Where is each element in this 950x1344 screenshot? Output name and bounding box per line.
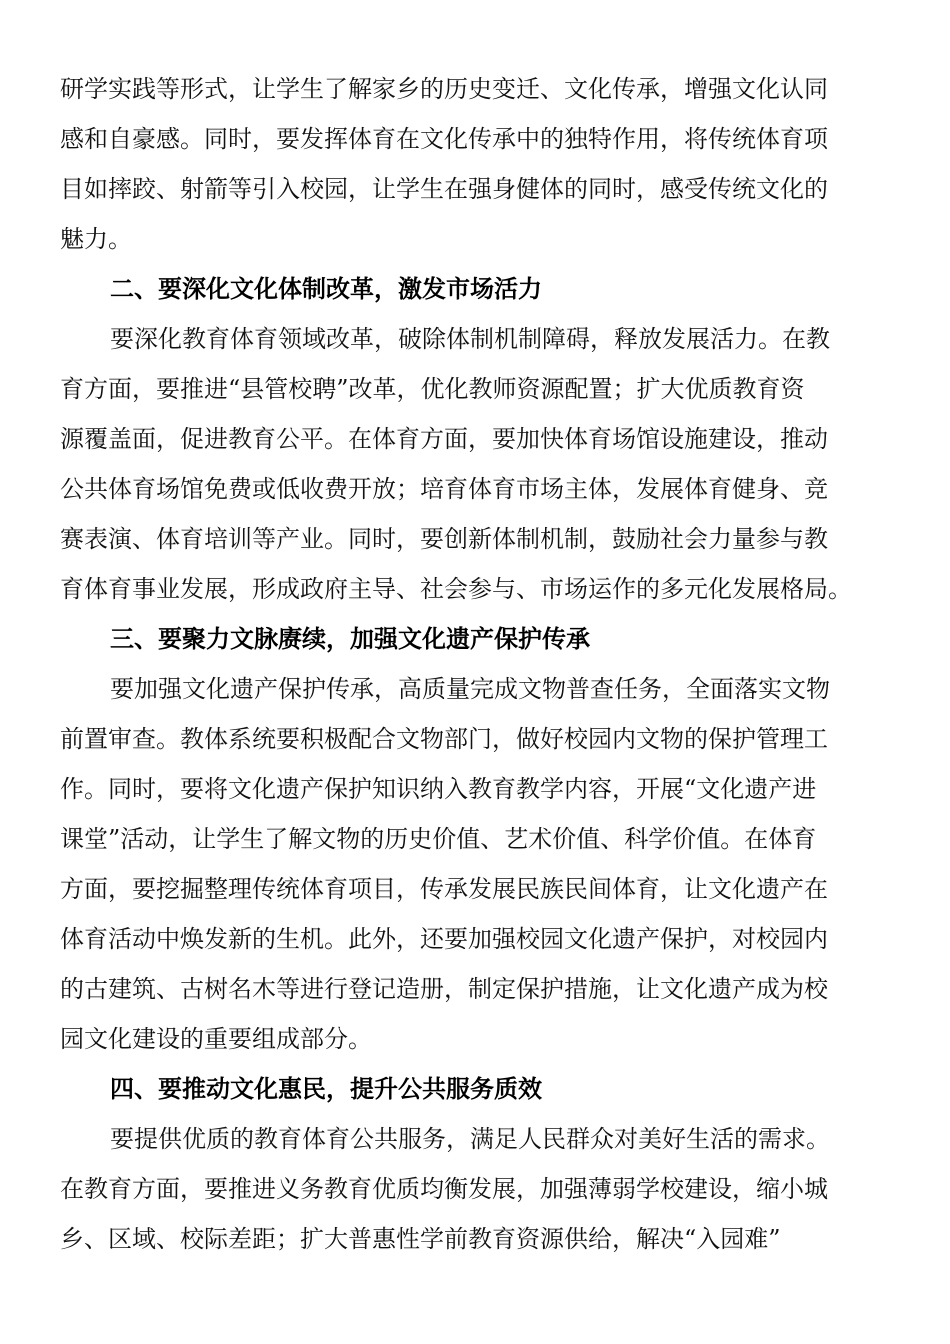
paragraph-line: 目如摔跤、射箭等引入校园，让学生在强身健体的同时，感受传统文化的 [60, 175, 828, 203]
paragraph-line: 源覆盖面，促进教育公平。在体育方面，要加快体育场馆设施建设，推动 [60, 425, 828, 453]
paragraph-line: 感和自豪感。同时，要发挥体育在文化传承中的独特作用，将传统体育项 [60, 125, 828, 153]
paragraph-line: 体育活动中焕发新的生机。此外，还要加强校园文化遗产保护，对校园内 [60, 925, 828, 953]
section-heading-3: 三、要聚力文脉赓续，加强文化遗产保护传承 [110, 625, 590, 653]
section-heading-2: 二、要深化文化体制改革，激发市场活力 [110, 275, 542, 303]
paragraph-line: 前置审查。教体系统要积极配合文物部门，做好校园内文物的保护管理工 [60, 725, 828, 753]
paragraph-line: 在教育方面，要推进义务教育优质均衡发展，加强薄弱学校建设，缩小城 [60, 1175, 828, 1203]
paragraph-line: 研学实践等形式，让学生了解家乡的历史变迁、文化传承，增强文化认同 [60, 75, 828, 103]
paragraph-line: 魅力。 [60, 225, 132, 253]
paragraph-line: 育体育事业发展，形成政府主导、社会参与、市场运作的多元化发展格局。 [60, 575, 852, 603]
paragraph-line: 作。同时，要将文化遗产保护知识纳入教育教学内容，开展“文化遗产进 [60, 775, 817, 803]
paragraph-line: 方面，要挖掘整理传统体育项目，传承发展民族民间体育，让文化遗产在 [60, 875, 828, 903]
paragraph-line: 园文化建设的重要组成部分。 [60, 1025, 372, 1053]
paragraph-line: 公共体育场馆免费或低收费开放；培育体育市场主体，发展体育健身、竞 [60, 475, 828, 503]
section-heading-4: 四、要推动文化惠民，提升公共服务质效 [110, 1075, 542, 1103]
paragraph-line: 要加强文化遗产保护传承，高质量完成文物普查任务，全面落实文物 [110, 675, 830, 703]
paragraph-line: 育方面，要推进“县管校聘”改革，优化教师资源配置；扩大优质教育资 [60, 375, 805, 403]
paragraph-line: 赛表演、体育培训等产业。同时，要创新体制机制，鼓励社会力量参与教 [60, 525, 828, 553]
paragraph-line: 要提供优质的教育体育公共服务，满足人民群众对美好生活的需求。 [110, 1125, 830, 1153]
paragraph-line: 乡、区域、校际差距；扩大普惠性学前教育资源供给，解决“入园难” [60, 1225, 781, 1253]
paragraph-line: 要深化教育体育领域改革，破除体制机制障碍，释放发展活力。在教 [110, 325, 830, 353]
paragraph-line: 课堂”活动，让学生了解文物的历史价值、艺术价值、科学价值。在体育 [60, 825, 817, 853]
paragraph-line: 的古建筑、古树名木等进行登记造册，制定保护措施，让文化遗产成为校 [60, 975, 828, 1003]
